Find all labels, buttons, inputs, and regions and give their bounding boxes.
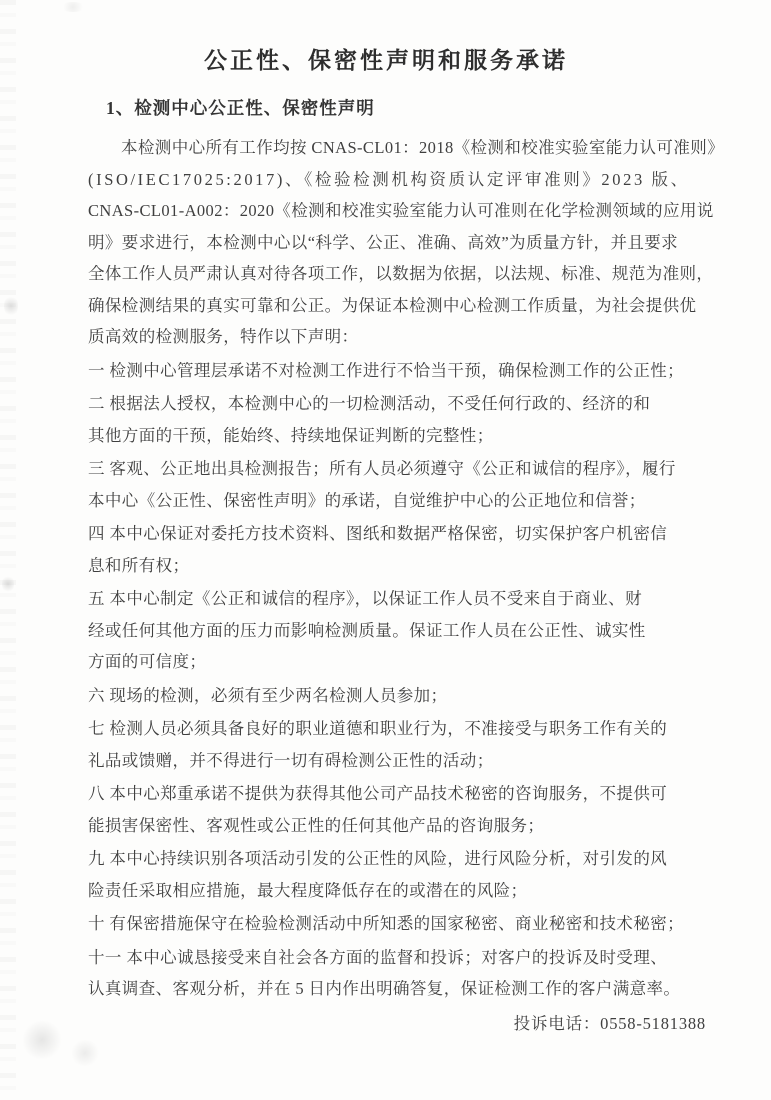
text-line: 十 有保密措施保守在检验检测活动中所知悉的国家秘密、商业秘密和技术秘密； xyxy=(88,914,685,933)
text-line: 八 本中心郑重承诺不提供为获得其他公司产品技术秘密的咨询服务，不提供可 xyxy=(88,784,668,803)
document-title: 公正性、保密性声明和服务承诺 xyxy=(204,48,568,73)
text-line: 六 现场的检测，必须有至少两名检测人员参加； xyxy=(88,685,448,705)
declaration-item-10 xyxy=(88,908,710,940)
text-line: 确保检测结果的真实可靠和公正。为保证本检测中心检测工作质量，为社会提供优 xyxy=(88,295,697,315)
declaration-item-9 xyxy=(88,843,710,906)
text-line: 十一 本中心诚恳接受来自社会各方面的监督和投诉；对客户的投诉及时受理、 xyxy=(88,947,668,967)
text-line: 五 本中心制定《公正和诚信的程序》，以保证工作人员不受来自于商业、财 xyxy=(88,589,642,608)
text-line: 九 本中心持续识别各项活动引发的公正性的风险，进行风险分析，对引发的风 xyxy=(88,849,668,868)
text-line: 明》要求进行，本检测中心以“科学、公正、准确、高效”为质量方针，并且要求 xyxy=(88,232,679,252)
text-line: 经或任何其他方面的压力而影响检测质量。保证工作人员在公正性、诚实性 xyxy=(88,620,646,640)
declaration-item-2 xyxy=(88,388,710,451)
declaration-item-6 xyxy=(88,680,710,712)
declaration-item-3 xyxy=(88,453,710,516)
declaration-item-4 xyxy=(88,518,710,581)
text-line: 全体工作人员严肃认真对待各项工作，以数据为依据，以法规、标准、规范为准则， xyxy=(88,264,714,283)
text-line: 二 根据法人授权，本检测中心的一切检测活动，不受任何行政的、经济的和 xyxy=(88,394,651,413)
text-line: 七 检测人员必须具备良好的职业道德和职业行为，不准接受与职务工作有关的 xyxy=(88,719,668,738)
declaration-item-1 xyxy=(88,355,710,387)
declaration-item-5 xyxy=(88,583,710,678)
scan-speck xyxy=(22,1020,62,1060)
intro-paragraph xyxy=(88,132,725,353)
text-line: 质高效的检测服务，特作以下声明： xyxy=(88,327,359,346)
scan-artifact-left-edge xyxy=(0,0,16,1100)
text-line: 方面的可信度； xyxy=(88,652,207,671)
text-line: 能损害保密性、客观性或公正性的任何其他产品的咨询服务； xyxy=(88,815,545,835)
text-line: 本中心《公正性、保密性声明》的承诺，自觉维护中心的公正地位和信誉； xyxy=(88,490,646,510)
text-line: 礼品或馈赠，并不得进行一切有碍检测公正性的活动； xyxy=(88,750,494,770)
scan-speck xyxy=(2,575,14,593)
text-line: 息和所有权； xyxy=(88,555,190,575)
text-line: 一 检测中心管理层承诺不对检测工作进行不恰当干预，确保检测工作的公正性； xyxy=(88,360,685,380)
declaration-list xyxy=(88,355,710,1005)
text-line: 四 本中心保证对委托方技术资料、图纸和数据严格保密，切实保护客户机密信 xyxy=(88,524,668,543)
scan-speck xyxy=(4,295,18,317)
declaration-item-7 xyxy=(88,713,710,776)
text-line: 认真调查、客观分析，并在 5 日内作出明确答复，保证检测工作的客户满意率。 xyxy=(88,979,681,998)
declaration-item-11 xyxy=(88,942,710,1005)
scan-speck xyxy=(70,1040,100,1066)
text-line: 险责任采取相应措施，最大程度降低存在的或潜在的风险； xyxy=(88,880,528,900)
document-content xyxy=(88,42,725,1039)
complaint-phone: 投诉电话：0558-5181388 xyxy=(513,1013,706,1033)
text-line: 本检测中心所有工作均按 CNAS-CL01：2018《检测和校准实验室能力认可准则》 xyxy=(121,138,725,157)
text-line: 三 客观、公正地出具检测报告；所有人员必须遵守《公正和诚信的程序》，履行 xyxy=(88,459,676,478)
text-line: CNAS-CL01-A002：2020《检测和校准实验室能力认可准则在化学检测领域的应用说 xyxy=(88,201,714,220)
declaration-item-8 xyxy=(88,778,710,841)
text-line: (ISO/IEC17025:2017)、《检验检测机构资质认定评审准则》2023 版、 xyxy=(88,169,690,189)
text-line: 其他方面的干预，能始终、持续地保证判断的完整性； xyxy=(88,425,494,445)
scan-speck xyxy=(60,2,86,12)
section-heading: 1、检测中心公正性、保密性声明 xyxy=(106,98,375,118)
